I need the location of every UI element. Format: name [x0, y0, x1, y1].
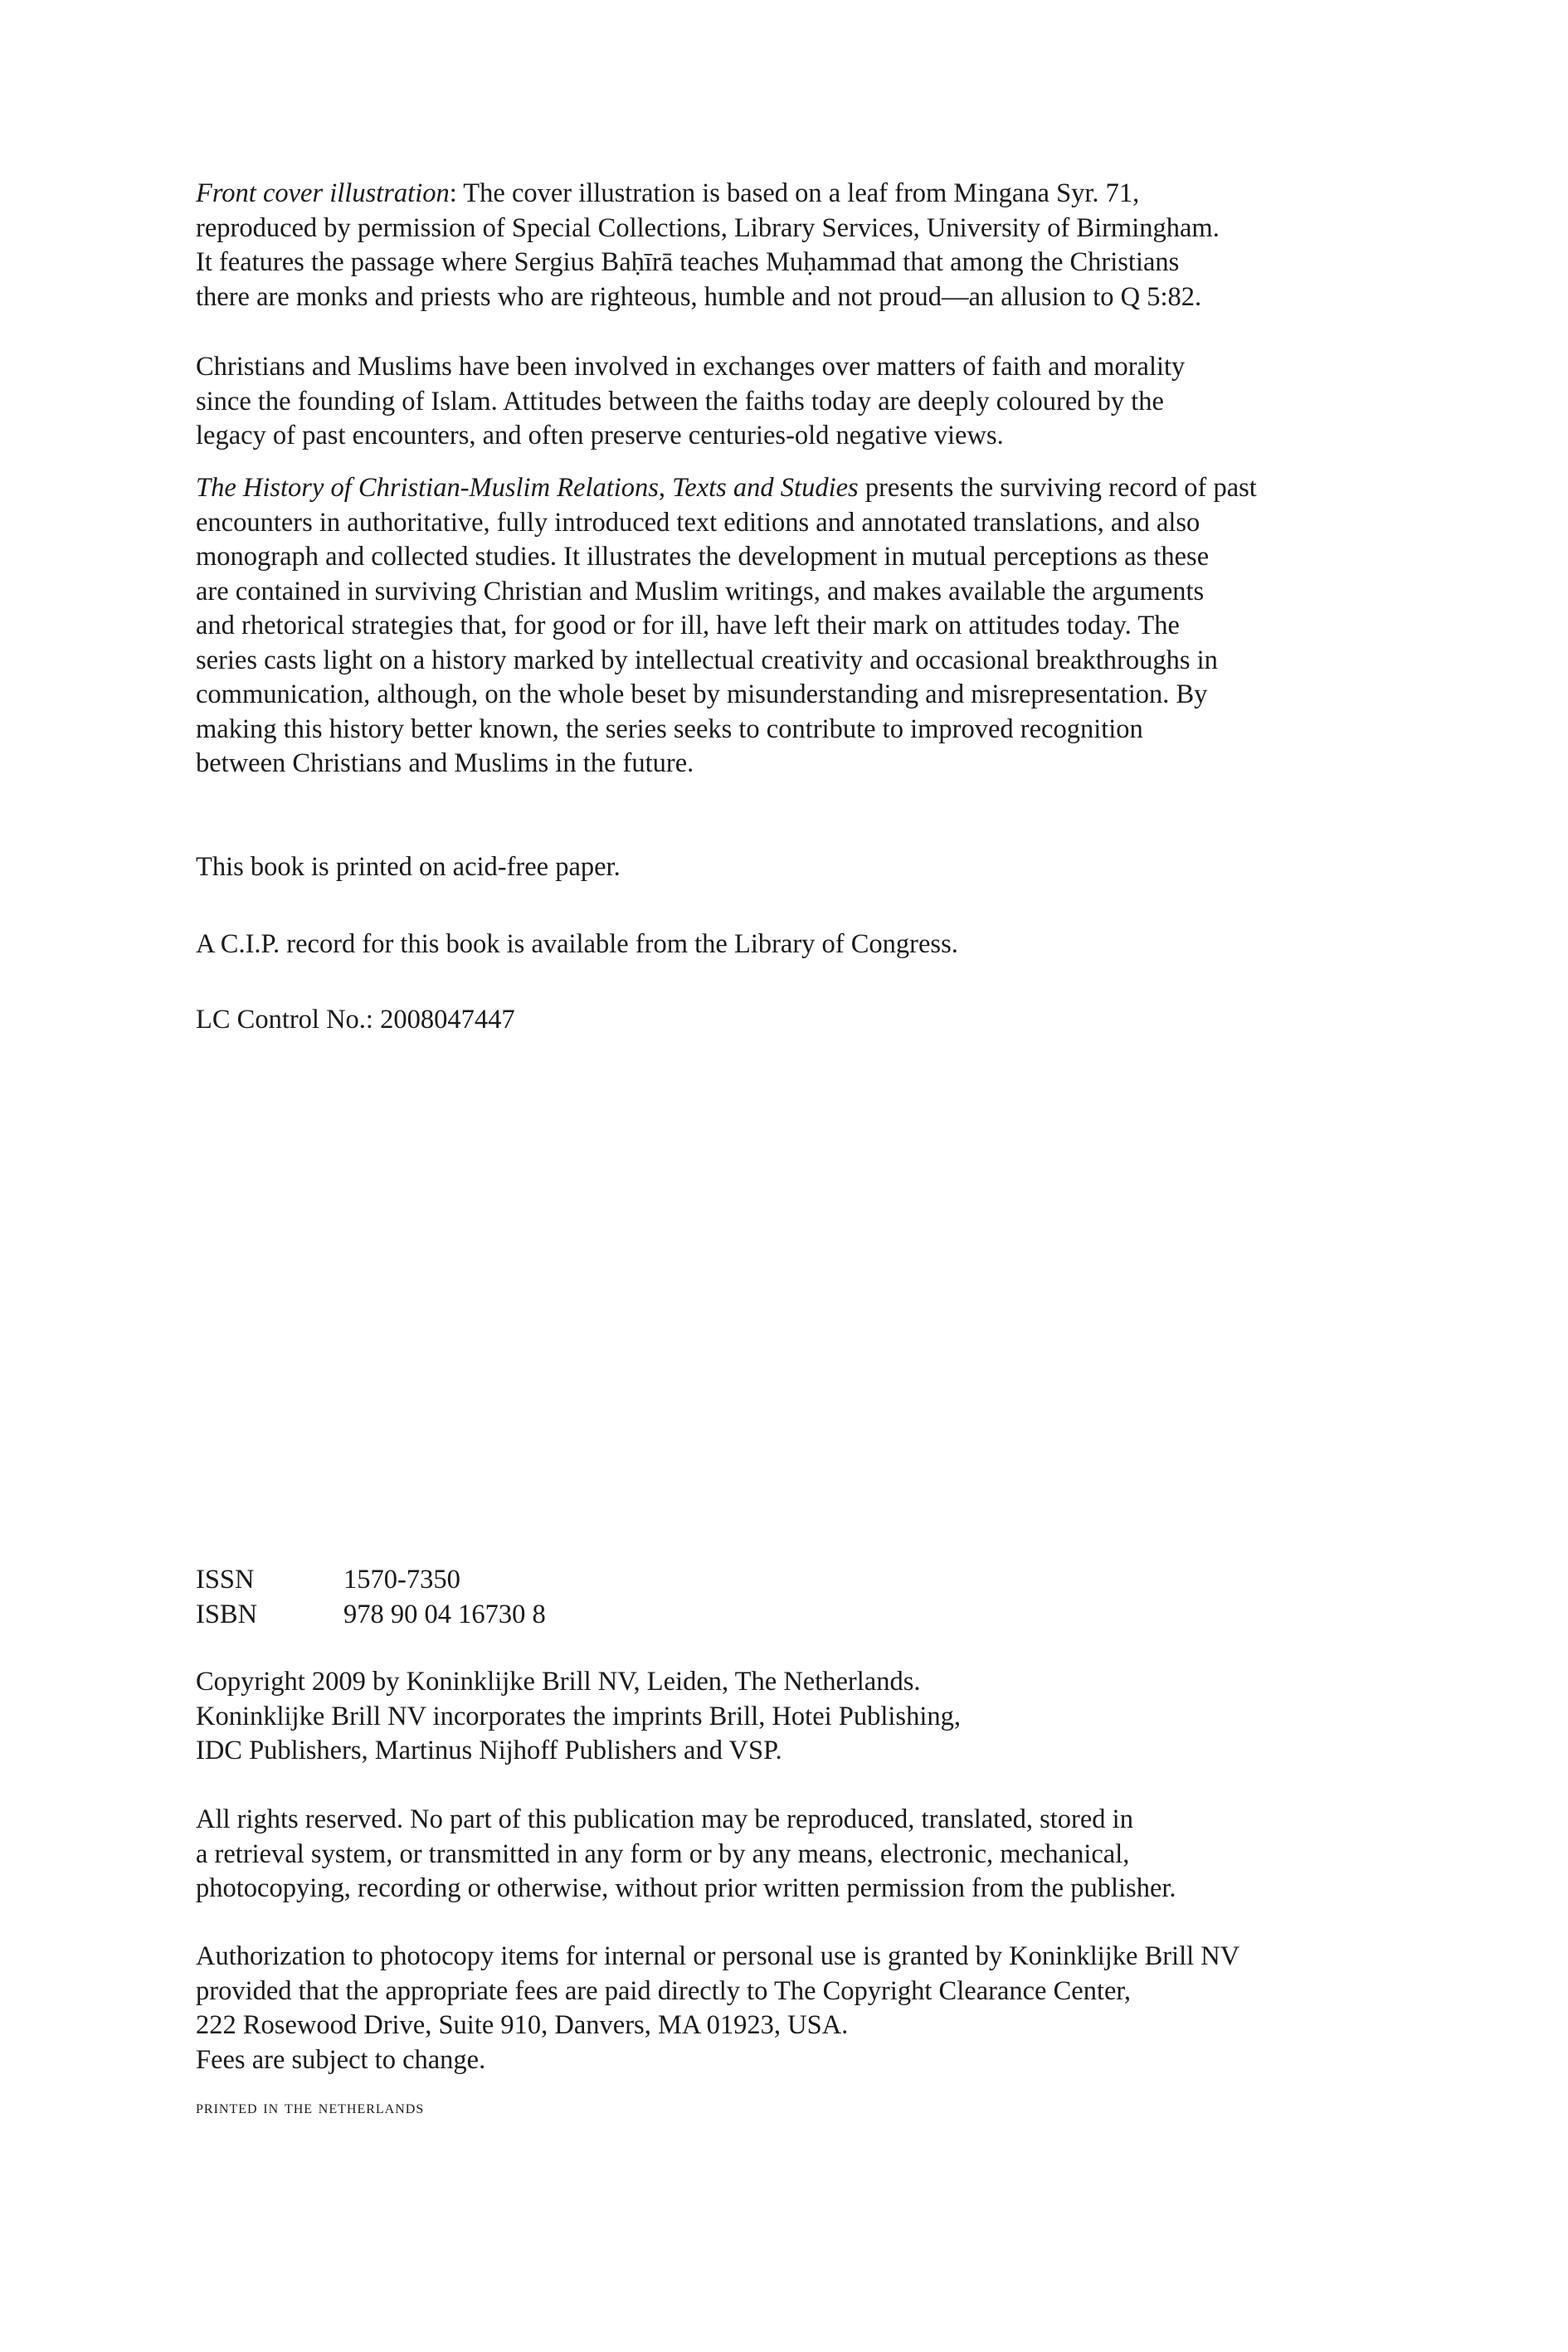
rights-reserved-notice: [196, 1803, 1424, 1906]
authorization-line-1: Authorization to photocopy items for internal or personal use is granted by Koninklijke Brill NV: [196, 1941, 1240, 1971]
cover-note-line-4: there are monks and priests who are righteous, humble and not proud—an allusion to Q 5:82.: [196, 281, 1202, 312]
issn-row: [196, 1563, 1424, 1598]
cover-note-line-1: [196, 177, 1424, 212]
series-line-4: are contained in surviving Christian and Muslim writings, and makes available the arguments: [196, 576, 1205, 606]
rights-line-2: a retrieval system, or transmitted in any form or by any means, electronic, mechanical,: [196, 1838, 1130, 1869]
isbn-row: [196, 1598, 1424, 1633]
cover-note-label: Front cover illustration: [196, 178, 450, 208]
series-line-6: series casts light on a history marked by intellectual creativity and occasional breakthroughs in: [196, 645, 1218, 675]
series-intro-paragraph: [196, 350, 1424, 454]
cover-note-line-3: It features the passage where Sergius Baḥīrā teaches Muḥammad that among the Christians: [196, 247, 1180, 277]
intro-line-2: since the founding of Islam. Attitudes between the faiths today are deeply coloured by the: [196, 386, 1164, 416]
cover-note-line-2: reproduced by permission of Special Collections, Library Services, University of Birmingham.: [196, 212, 1220, 243]
series-line-1: [196, 471, 1424, 506]
series-line-2: encounters in authoritative, fully introduced text editions and annotated translations, and also: [196, 507, 1200, 538]
rights-line-3: photocopying, recording or otherwise, without prior written permission from the publisher.: [196, 1873, 1176, 1903]
book-identifiers: [196, 1563, 1424, 1632]
series-title: The History of Christian-Muslim Relations, Texts and Studies: [196, 473, 859, 503]
lc-control-number: LC Control No.: 2008047447: [196, 1005, 515, 1035]
issn-label: ISSN: [196, 1565, 255, 1595]
series-first-line-rest: presents the surviving record of past: [858, 473, 1257, 503]
copyright-line-1: Copyright 2009 by Koninklijke Brill NV, Leiden, The Netherlands.: [196, 1667, 921, 1697]
acid-free-notice: This book is printed on acid-free paper.: [196, 852, 621, 882]
authorization-line-2: provided that the appropriate fees are paid directly to The Copyright Clearance Center,: [196, 1975, 1132, 2006]
copyright-line-2: Koninklijke Brill NV incorporates the imprints Brill, Hotei Publishing,: [196, 1701, 961, 1731]
intro-line-1: Christians and Muslims have been involved in exchanges over matters of faith and morality: [196, 352, 1186, 382]
isbn-label: ISBN: [196, 1599, 258, 1629]
cover-illustration-note: [196, 177, 1424, 314]
series-line-7: communication, although, on the whole beset by misunderstanding and misrepresentation. By: [196, 679, 1208, 709]
series-line-3: monograph and collected studies. It illustrates the development in mutual perceptions as these: [196, 542, 1210, 572]
printed-in-notice: printed in the netherlands: [196, 2096, 425, 2117]
rights-line-1: All rights reserved. No part of this publication may be reproduced, translated, stored in: [196, 1804, 1133, 1834]
series-description-paragraph: [196, 471, 1424, 782]
photocopy-authorization-notice: [196, 1940, 1424, 2077]
series-line-9: between Christians and Muslims in the future.: [196, 748, 694, 778]
cip-record-notice: A C.I.P. record for this book is available from the Library of Congress.: [196, 929, 958, 959]
series-line-8: making this history better known, the series seeks to contribute to improved recognition: [196, 713, 1143, 744]
intro-line-3: legacy of past encounters, and often preserve centuries-old negative views.: [196, 421, 1004, 450]
issn-value: 1570-7350: [343, 1565, 460, 1595]
authorization-line-3: 222 Rosewood Drive, Suite 910, Danvers, MA 01923, USA.: [196, 2010, 849, 2040]
copyright-notice: [196, 1665, 1424, 1769]
cover-note-text: : The cover illustration is based on a leaf from Mingana Syr. 71,: [449, 178, 1140, 208]
isbn-value: 978 90 04 16730 8: [343, 1599, 546, 1629]
copyright-line-3: IDC Publishers, Martinus Nijhoff Publishers and VSP.: [196, 1736, 782, 1765]
series-line-5: and rhetorical strategies that, for good or for ill, have left their mark on attitudes today. The: [196, 611, 1180, 640]
authorization-line-4: Fees are subject to change.: [196, 2044, 486, 2075]
